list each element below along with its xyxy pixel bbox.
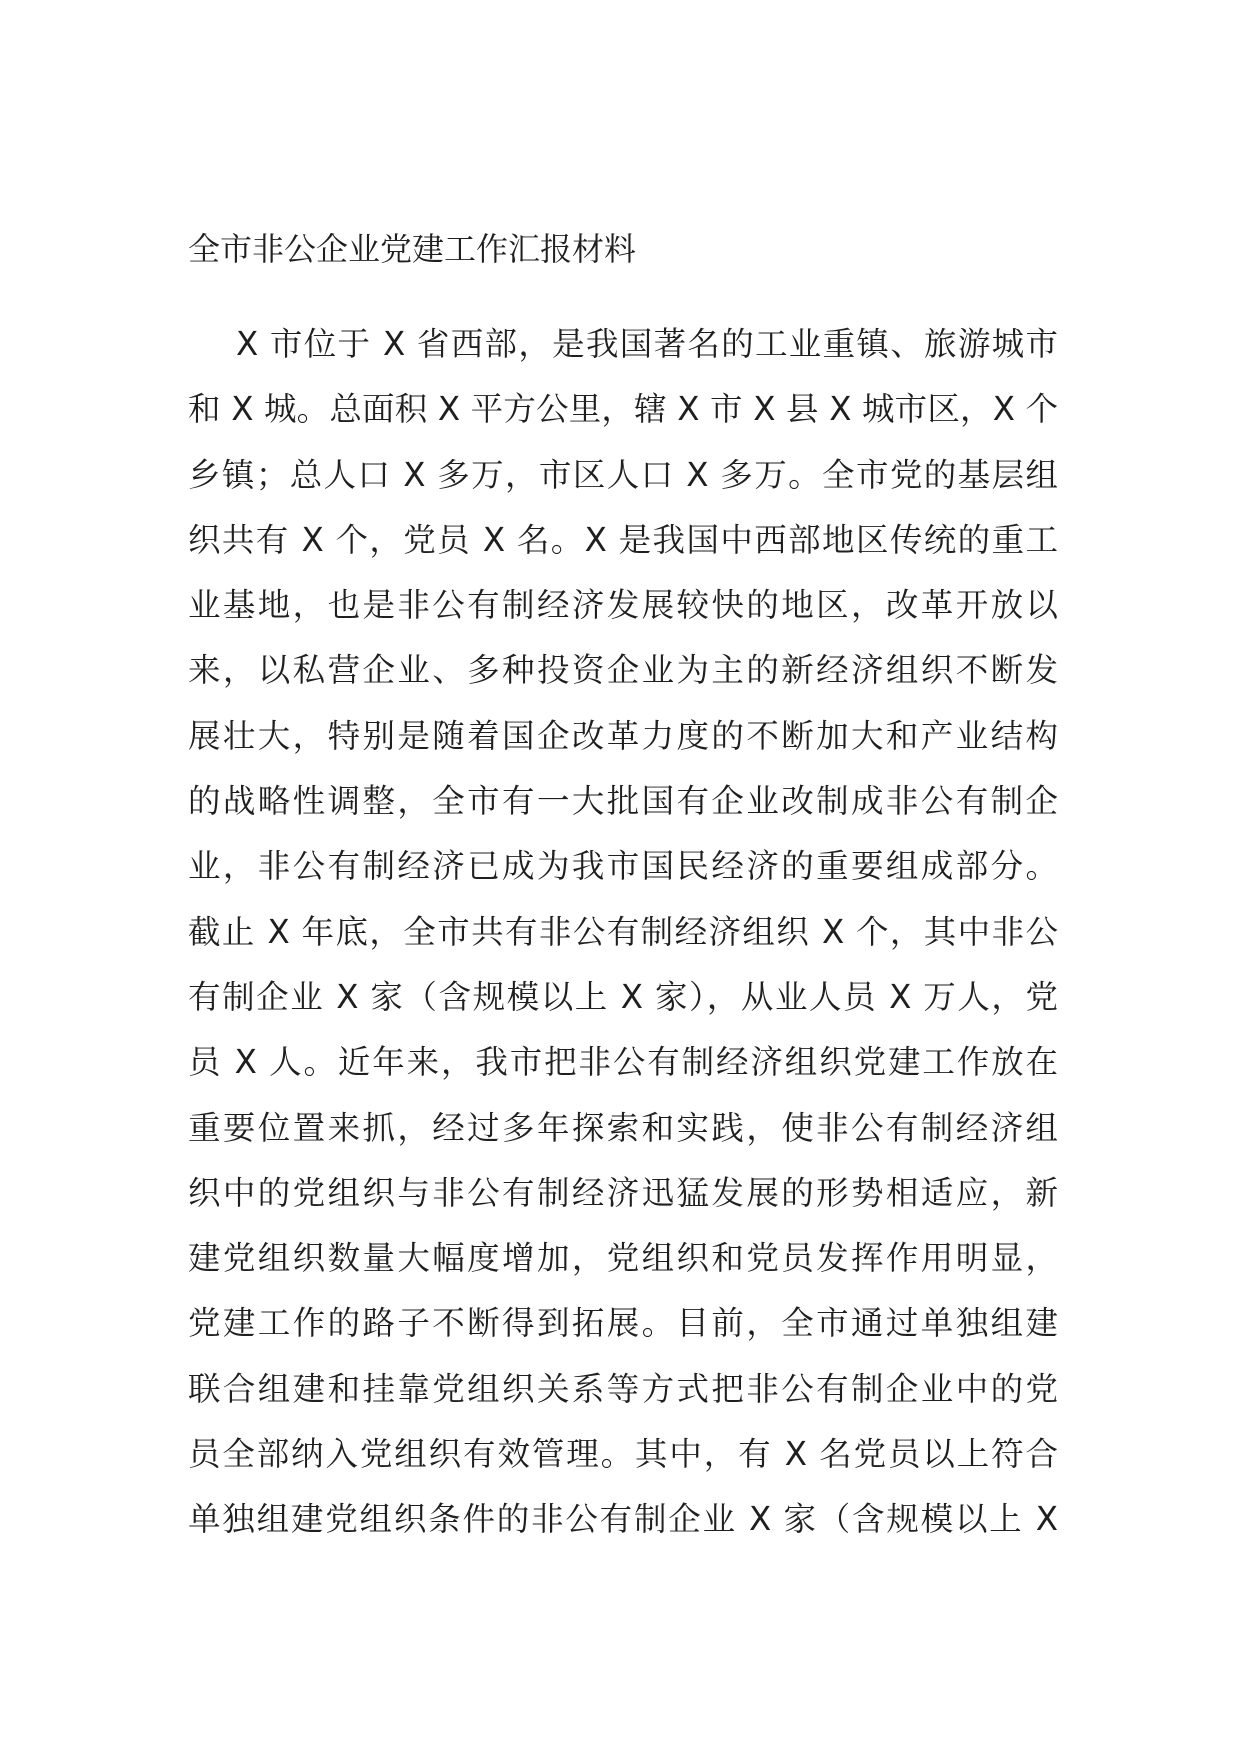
body-line: 的战略性调整，全市有一大批国有企业改制成非公有制企 xyxy=(188,782,1058,821)
body-line: 截止 X 年底，全市共有非公有制经济组织 X 个，其中非公 xyxy=(188,912,1058,951)
body-line: 联合组建和挂靠党组织关系等方式把非公有制企业中的党 xyxy=(188,1369,1058,1408)
body-line: X 市位于 X 省西部，是我国著名的工业重镇、旅游城市 xyxy=(236,325,1058,363)
body-line: 展壮大，特别是随着国企改革力度的不断加大和产业结构 xyxy=(188,716,1058,755)
body-line: 有制企业 X 家（含规模以上 X 家），从业人员 X 万人，党 xyxy=(188,977,1058,1016)
body-line: 和 X 城。总面积 X 平方公里，辖 X 市 X 县 X 城市区，X 个 xyxy=(188,390,1058,429)
body-line: 乡镇；总人口 X 多万，市区人口 X 多万。全市党的基层组 xyxy=(188,455,1058,494)
body-line: 织中的党组织与非公有制经济迅猛发展的形势相适应，新 xyxy=(188,1173,1058,1212)
document-title: 全市非公企业党建工作汇报材料 xyxy=(188,230,637,268)
body-line: 业基地，也是非公有制经济发展较快的地区，改革开放以 xyxy=(188,586,1058,625)
body-line: 单独组建党组织条件的非公有制企业 X 家（含规模以上 X xyxy=(188,1500,1058,1539)
body-line: 来，以私营企业、多种投资企业为主的新经济组织不断发 xyxy=(188,651,1058,690)
body-line: 织共有 X 个，党员 X 名。X 是我国中西部地区传统的重工 xyxy=(188,520,1058,559)
body-line: 党建工作的路子不断得到拓展。目前，全市通过单独组建 xyxy=(188,1304,1058,1343)
body-line: 员 X 人。近年来，我市把非公有制经济组织党建工作放在 xyxy=(188,1043,1058,1082)
body-line: 建党组织数量大幅度增加，党组织和党员发挥作用明显， xyxy=(188,1239,1058,1278)
document-body xyxy=(188,312,1058,1553)
body-line: 员全部纳入党组织有效管理。其中，有 X 名党员以上符合 xyxy=(188,1435,1058,1474)
body-line: 重要位置来抓，经过多年探索和实践，使非公有制经济组 xyxy=(188,1108,1058,1147)
body-line: 业，非公有制经济已成为我市国民经济的重要组成部分。 xyxy=(188,847,1058,886)
